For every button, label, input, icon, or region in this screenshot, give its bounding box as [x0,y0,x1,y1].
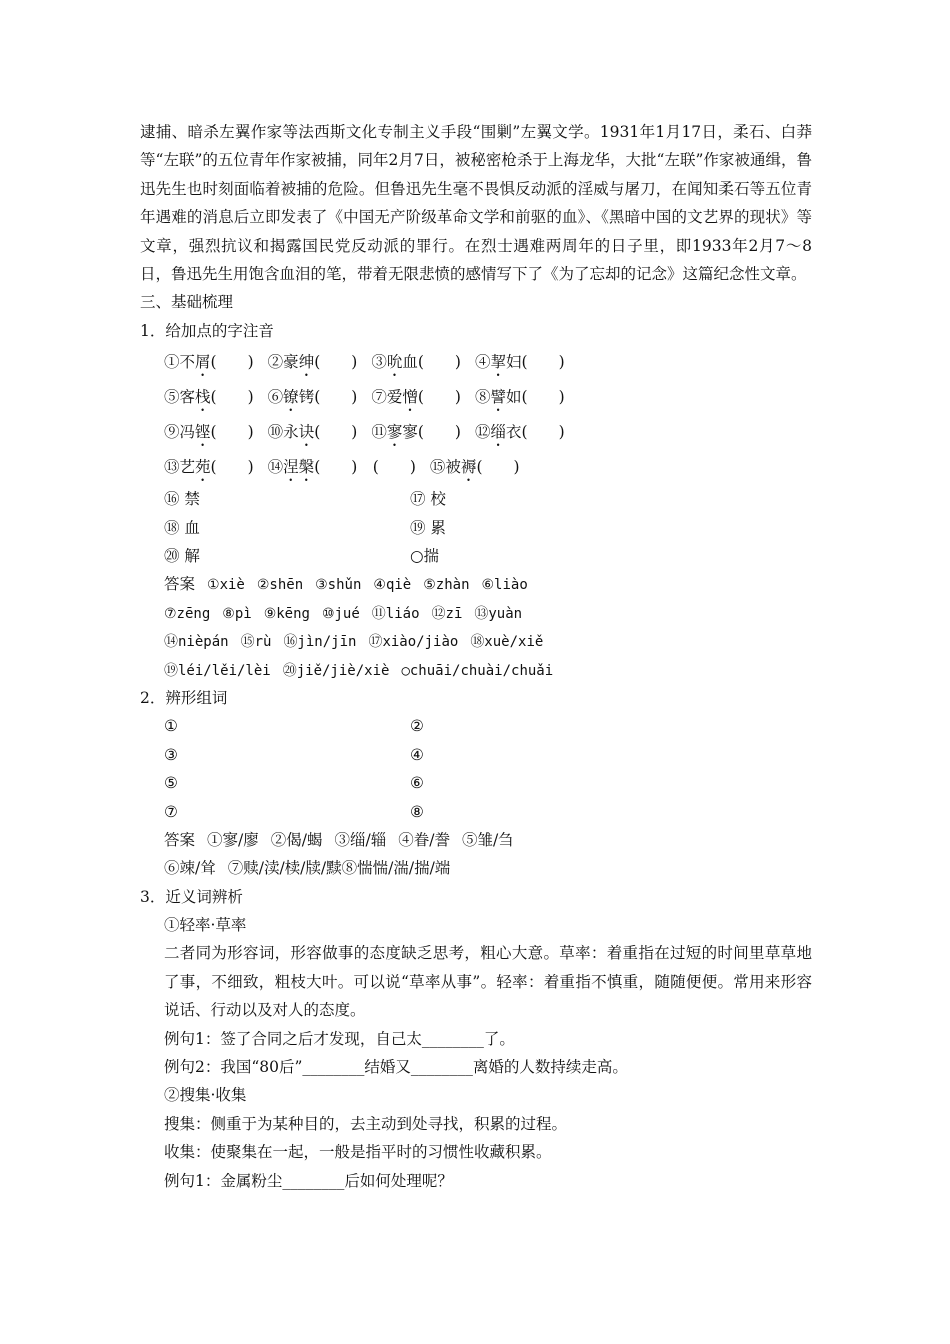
item-blank[interactable]: ( ) [314,388,358,407]
answer-item: ⑳jiě/jiè/xiè [282,662,390,679]
document-page [140,118,812,1195]
answer-item: ⑥liào [481,577,528,594]
dotted-character: 缁 [490,423,506,442]
example-sentence: 例句1：金属粉尘________后如何处理呢？ [164,1171,453,1190]
pinyin-item [268,388,358,406]
answer-item: ①xiè [207,577,245,594]
item-blank[interactable]: ( ) [417,353,461,372]
pinyin-row [140,415,812,450]
item-pre: 永 [283,423,299,442]
item-num: ⑫ [474,423,491,442]
item-num: ⑨ [164,423,180,442]
form-row-2 [140,741,812,769]
pinyin-row [140,380,812,415]
pinyin-item [371,423,461,441]
answer-item: ①寥/廖 [207,830,259,849]
item-num: ③ [371,353,387,372]
dotted-character: 寥 [386,423,403,442]
item-blank[interactable]: ( ) [210,353,254,372]
item-blank[interactable]: ( ) [210,458,254,477]
answer-item: ⑮rù [240,634,272,651]
answer-item: ⑯jìn/jīn [283,634,357,651]
answer-item: ⑤雏/刍 [461,830,514,849]
item-blank[interactable]: ( ) [417,423,461,442]
form-row-3 [140,769,812,797]
dotted-character: 苑 [195,458,211,477]
answer-item: ⑤zhàn [423,577,470,594]
poly-item: ⑲ 累 [410,518,446,537]
item-num: ⑩ [267,423,284,442]
item-num: ⑧ [474,388,491,407]
answer-line [140,854,812,882]
answer-item: ⑨kēng [263,605,310,622]
item-num: ⑥ [267,388,284,407]
poly-item: ○揣 [410,547,440,565]
pinyin-item [371,388,461,406]
item-blank[interactable]: ( ) ( ) [314,458,416,477]
answer-item: ○chuāi/chuài/chuǎi [401,662,554,679]
pinyin-row [140,345,812,380]
item-post: 寥 [402,423,418,442]
answer-item: ⑱xuè/xiě [470,634,544,651]
form-row-4 [140,798,812,826]
dotted-character: 譬 [490,388,506,407]
answer-block-1 [140,570,812,684]
poly-item: ⑳ 解 [164,547,200,565]
dotted-character: 涅槃 [283,458,315,477]
item-blank[interactable]: ( ) [521,423,565,442]
answer-item: ⑲léi/lěi/lèi [164,662,271,679]
answer-item: ③shǔn [315,577,362,594]
pinyin-item [164,353,254,371]
answer-item: ④qiè [373,577,412,594]
form-item: ⑧ [410,802,424,821]
item-blank[interactable]: ( ) [314,353,358,372]
item-blank[interactable]: ( ) [417,388,461,407]
pinyin-item [371,353,461,371]
item-num: ⑤ [164,388,180,407]
item-num: ⑦ [371,388,387,407]
intro-paragraph: 逮捕、暗杀左翼作家等法西斯文化专制主义手段“围剿”左翼文学。1931年1月17日，柔石、白莽等“左联”的五位青年作家被捕，同年2月7日，被秘密枪杀于上海龙华，大批“左联”作家被通缉，鲁迅先生也时刻面临着被捕的危险。但鲁迅先生毫不畏惧反动派的淫威与屠刀，在闻知柔石等五位青年遇难的消息后立即发表了《中国无产阶级革命文学和前驱的血》、《黑暗中国的文艺界的现状》等文章，强烈抗议和揭露国民党反动派的罪行。在烈士遇难两周年的日子里，即1933年2月7～8日，鲁迅先生用饱含血泪的笔，带着无限悲愤的感情写下了《为了忘却的记念》这篇纪念性文章。 [140,123,812,284]
answer-item: ③缁/辎 [334,830,387,849]
answer-item: ⑫zī [431,605,463,622]
item-num: ① [164,353,180,372]
dotted-character: 褥 [460,458,477,477]
item-num: ② [267,353,284,372]
dotted-character: 栈 [195,388,211,407]
answer-label: 答案 [164,830,196,849]
answer-label: 答案 [164,575,196,594]
form-item: ⑥ [410,774,424,793]
synonym-pair-1-title: ①轻率·草率 [164,916,247,935]
poly-row-1 [140,485,812,513]
item-blank[interactable]: ( ) [521,353,565,372]
question-2-title: 2．辨形组词 [140,688,228,707]
answer-item: ⑧pì [222,605,252,622]
pinyin-item [475,423,565,441]
dotted-character: 绅 [298,353,315,372]
pinyin-item [164,423,254,441]
synonym-pair-2-line: 搜集：侧重于为某种目的，去主动到处寻找，积累的过程。 [164,1114,568,1133]
answer-item: ②偈/蝎 [270,830,323,849]
item-blank[interactable]: ( ) [521,388,565,407]
answer-item: ②shēn [256,577,304,594]
item-pre: 被 [445,458,461,477]
answer-item: ⑬yuàn [474,605,523,622]
item-pre: 冯 [179,423,196,442]
answer-item: ⑭nièpán [164,634,229,651]
item-pre: 艺 [179,458,196,477]
item-blank[interactable]: ( ) [476,458,520,477]
pinyin-item [475,388,565,406]
poly-row-2 [140,514,812,542]
synonym-pair-1-explanation: 二者同为形容词，形容做事的态度缺乏思考，粗心大意。草率：着重指在过短的时间里草草地了事，不细致，粗枝大叶。可以说“草率从事”。轻率：着重指不慎重，随随便便。常用来形容说话、行动以及对人的态度。 [164,944,812,1020]
pinyin-item [268,458,416,476]
form-item: ④ [410,745,424,764]
poly-item: ⑱ 血 [164,518,200,537]
item-post: 如 [506,388,522,407]
pinyin-items [140,345,812,485]
item-num: ④ [474,353,491,372]
pinyin-item [268,353,358,371]
item-blank[interactable]: ( ) [210,388,254,407]
answer-line [140,656,812,684]
item-post: 妇 [506,353,522,372]
pinyin-item [268,423,358,441]
item-post: 血 [402,353,418,372]
item-blank[interactable]: ( ) [210,423,254,442]
form-row-1 [140,712,812,740]
form-item: ② [410,717,424,736]
answer-block-2 [140,826,812,883]
dotted-character: 铿 [195,423,211,442]
dotted-character: 屑 [195,353,211,372]
answer-item: ④眷/誊 [398,830,450,849]
form-item: ⑦ [164,802,178,821]
question-3-title: 3．近义词辨析 [140,887,243,906]
answer-item: ⑦赎/渎/椟/牍/黩⑧惴惴/湍/揣/端 [227,859,451,878]
poly-row-3 [140,542,812,570]
dotted-character: 吮 [386,353,403,372]
dotted-character: 憎 [402,388,418,407]
form-item: ① [164,717,178,736]
poly-item: ⑯ 禁 [164,490,200,509]
item-post: 铐 [298,388,315,407]
item-num: ⑭ [267,458,284,477]
pinyin-row [140,450,812,485]
question-1-title: 1．给加点的字注音 [140,321,274,340]
poly-item: ⑰ 校 [410,490,446,509]
answer-item: ⑪liáo [371,605,420,622]
synonym-pair-2-title: ②搜集·收集 [164,1086,247,1105]
form-item: ③ [164,745,178,764]
pinyin-item [164,458,254,476]
form-item: ⑤ [164,774,178,793]
answer-item: ⑥竦/耸 [164,859,216,878]
item-post: 衣 [506,423,522,442]
synonym-pair-2-line: 收集：使聚集在一起，一般是指平时的习惯性收藏积累。 [164,1143,552,1162]
item-blank[interactable]: ( ) [314,423,358,442]
dotted-character: 诀 [298,423,315,442]
answer-line [140,570,812,598]
item-num: ⑮ [429,458,446,477]
item-pre: 爱 [386,388,403,407]
answer-line [140,627,812,655]
pinyin-item [164,388,254,406]
item-num: ⑬ [164,458,180,477]
item-pre: 豪 [283,353,299,372]
item-pre: 客 [179,388,196,407]
example-sentence: 例句2：我国“80后”________结婚又________离婚的人数持续走高。 [164,1058,628,1077]
answer-line [140,599,812,627]
item-pre: 不 [179,353,196,372]
pinyin-item [430,458,520,476]
answer-item: ⑰xiào/jiào [368,634,459,651]
section-title: 三、基础梳理 [140,293,234,312]
dotted-character: 镣 [283,388,299,407]
answer-item: ⑩jué [321,605,360,622]
answer-line [140,826,812,854]
item-num: ⑪ [371,423,387,442]
example-sentence: 例句1：签了合同之后才发现，自己太________了。 [164,1029,515,1048]
dotted-character: 挈 [490,353,506,372]
answer-item: ⑦zēng [164,605,211,622]
pinyin-item [475,353,565,371]
